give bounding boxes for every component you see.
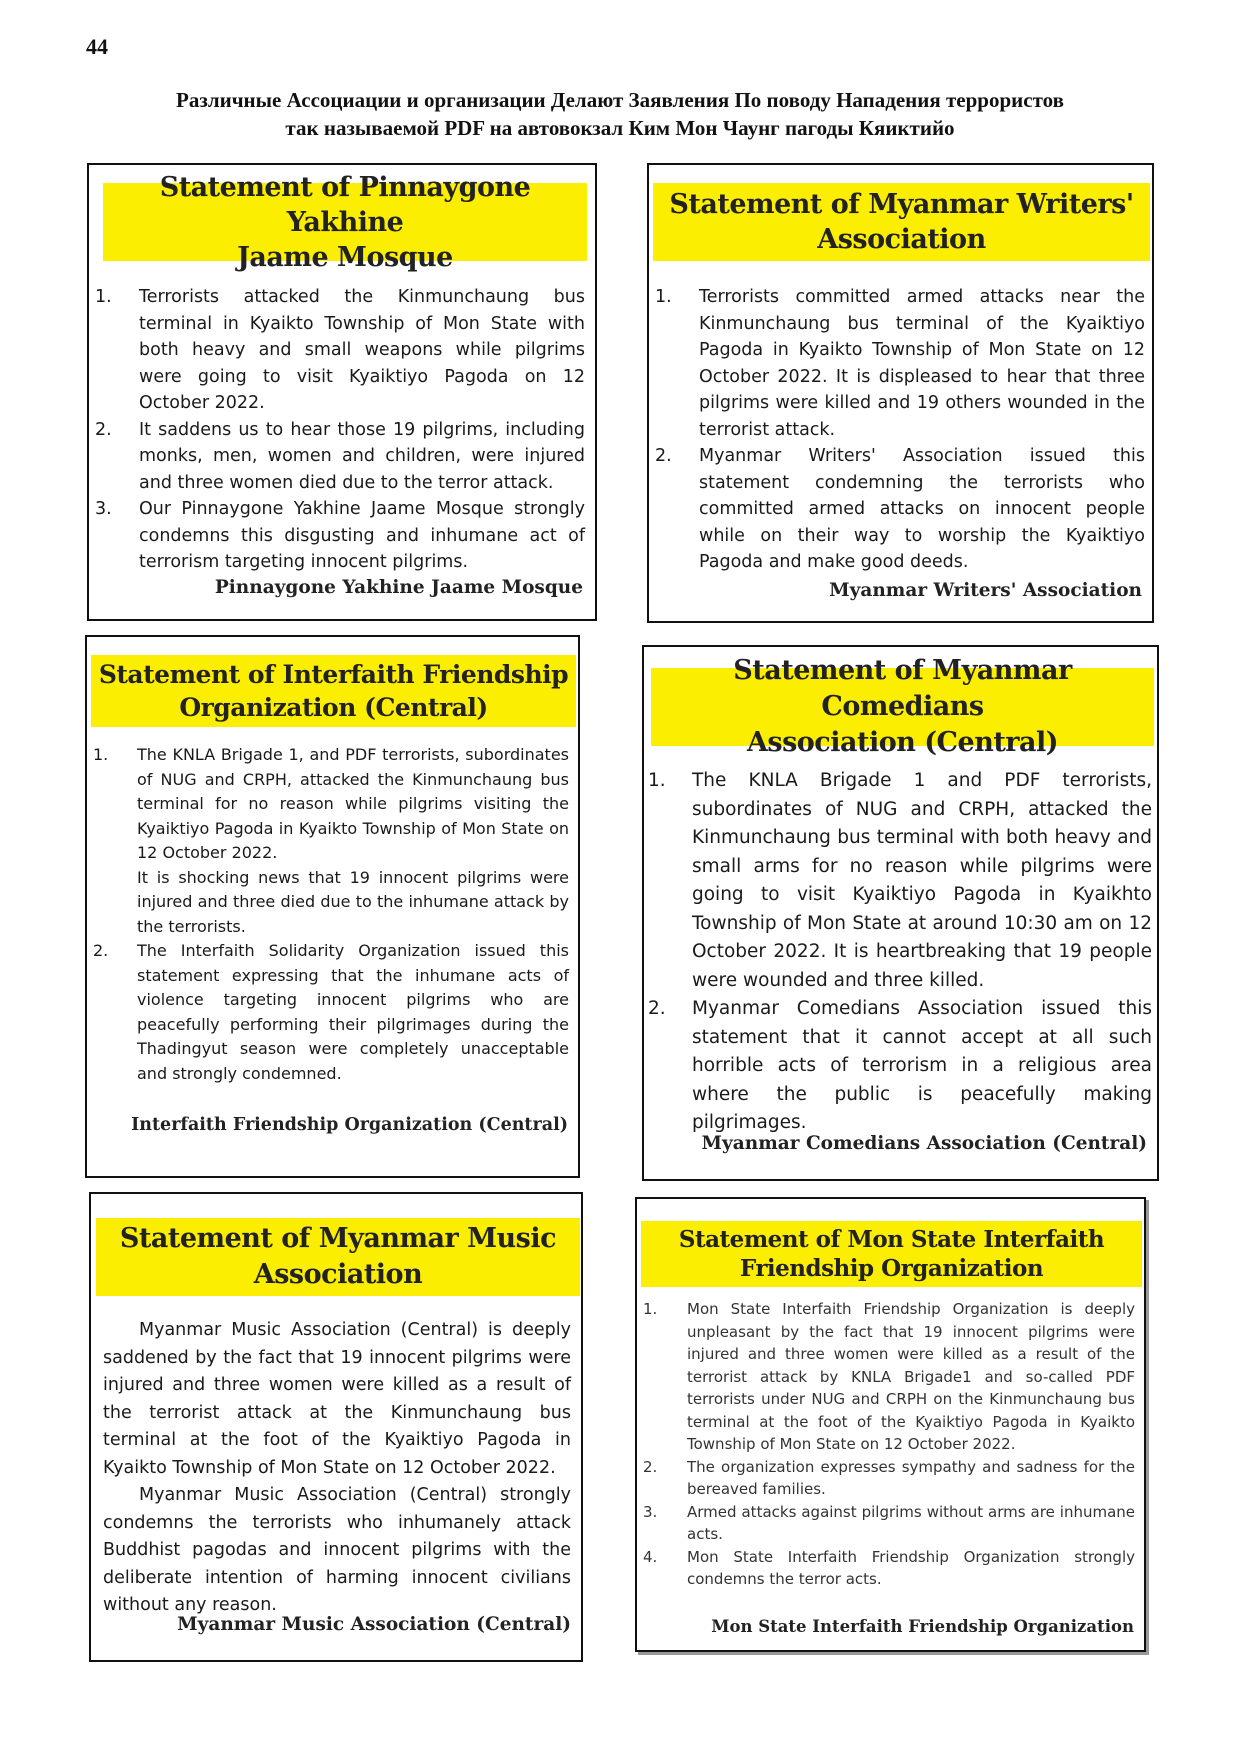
list-item: 3. Armed attacks against pilgrims without arms are inhumane acts. [643, 1502, 1135, 1543]
statement-box-monstate [635, 1197, 1146, 1652]
statement-signature-music: Myanmar Music Association (Central) [177, 1614, 571, 1635]
list-item: 2. The organization expresses sympathy and sadness for the bereaved families. [643, 1457, 1135, 1498]
statement-signature-comedians: Myanmar Comedians Association (Central) [701, 1133, 1147, 1154]
statement-title-monstate: Statement of Mon State Interfaith Friendship Organization [641, 1221, 1142, 1287]
statement-signature-writers: Myanmar Writers' Association [829, 580, 1142, 601]
list-item: 2. The Interfaith Solidarity Organization issued this statement expressing that the inhumane acts of violence targeting innocent pilgrims who are peacefully performing their pilgrimages during the Thadingyut season were completely unacceptable and strongly condemned. [93, 941, 569, 1083]
list-item: 2. Myanmar Comedians Association issued this statement that it cannot accept at all such horrible acts of terrorism in a religious area where the public is peacefully making pilgrimages. [648, 998, 1152, 1133]
list-item: 3. Our Pinnaygone Yakhine Jaame Mosque strongly condemns this disgusting and inhumane act of terrorism targeting innocent pilgrims. [95, 499, 585, 572]
list-item: 2. It saddens us to hear those 19 pilgrims, including monks, men, women and children, were injured and three women died due to the terror attack. [95, 419, 585, 493]
statement-list-monstate [643, 1298, 1135, 1591]
statement-list-comedians [648, 767, 1152, 1138]
statement-signature-interfaith: Interfaith Friendship Organization (Central) [131, 1115, 568, 1135]
statement-paragraph-music-1: Myanmar Music Association (Central) is deeply saddened by the fact that 19 innocent pilgrims were injured and three women were killed as a result of the terrorist attack at the Kinmunchaung bus terminal at the foot of the Kyaiktiyo Pagoda in Kyaikto Township of Mon State on 12 October 2022. [103, 1320, 571, 1478]
page-number: 44 [86, 34, 108, 59]
page-heading-line2: так называемой PDF на автовокзал Ким Мон Чаунг пагоды Кяиктийо [285, 116, 955, 140]
statement-box-comedians [642, 645, 1159, 1181]
list-item: 2. Myanmar Writers' Association issued this statement condemning the terrorists who committed armed attacks on innocent people while on their way to worship the Kyaiktiyo Pagoda and make good deeds. [655, 446, 1145, 572]
list-item: 1. Terrorists attacked the Kinmunchaung bus terminal in Kyaikto Township of Mon State with both heavy and small weapons while pilgrims were going to visit Kyaiktiyo Pagoda on 12 October 2022. [95, 287, 585, 413]
statement-paragraph-music-2: Myanmar Music Association (Central) strongly condemns the terrorists who inhumanely attack Buddhist pagodas and innocent pilgrims with the deliberate intention of harming innocent civilians without any reason. [103, 1485, 571, 1615]
list-item: 1. The KNLA Brigade 1 and PDF terrorists, subordinates of NUG and CRPH, attacked the Kinmunchaung bus terminal with both heavy and small arms for no reason while pilgrims were going to visit Kyaiktiyo Pagoda in Kyaikhto Township of Mon State at around 10:30 am on 12 October 2022. It is heartbreaking that 19 people were wounded and three killed. [648, 770, 1152, 991]
list-item: 4. Mon State Interfaith Friendship Organization strongly condemns the terror acts. [643, 1547, 1135, 1588]
page-heading-line1: Различные Ассоциации и организации Делают Заявления По поводу Нападения террористов [176, 88, 1064, 112]
statement-box-interfaith [85, 635, 580, 1178]
list-item: 1. Mon State Interfaith Friendship Organization is deeply unpleasant by the fact that 19 innocent pilgrims were injured and three women were killed as a result of the terrorist attack by KNLA Brigade1 and so-called PDF terrorists under NUG and CRPH on the Kinmunchaung bus terminal at the foot of the Kyaiktiyo Pagoda in Kyaikto Township of Mon State on 12 October 2022. [643, 1300, 1135, 1453]
statement-signature-mosque: Pinnaygone Yakhine Jaame Mosque [214, 577, 583, 598]
statement-title-comedians: Statement of Myanmar Comedians Association (Central) [651, 668, 1154, 746]
statement-box-writers [647, 163, 1154, 623]
statement-box-music [89, 1192, 583, 1662]
statement-list-mosque [95, 284, 585, 576]
statement-title-interfaith: Statement of Interfaith Friendship Organization (Central) [91, 655, 576, 727]
list-item: 1. Terrorists committed armed attacks near the Kinmunchaung bus terminal of the Kyaiktiyo Pagoda in Kyaikto Township of Mon State on 12 October 2022. It is displeased to hear that three pilgrims were killed and 19 others wounded in the terrorist attack. [655, 287, 1145, 440]
list-item: 1. The KNLA Brigade 1, and PDF terrorists, subordinates of NUG and CRPH, attacked the Kinmunchaung bus terminal for no reason while pilgrims visiting the Kyaiktiyo Pagoda in Kyaikto Township of Mon State on 12 October 2022. It is shocking news that 19 innocent pilgrims were injured and three died due to the inhumane attack by the terrorists. [93, 745, 569, 936]
statement-box-mosque [87, 163, 597, 621]
statement-title-mosque: Statement of Pinnaygone Yakhine Jaame Mosque [103, 183, 587, 261]
statement-list-writers [655, 284, 1145, 576]
statement-title-music: Statement of Myanmar Music Association [96, 1218, 580, 1296]
statement-title-writers: Statement of Myanmar Writers' Association [653, 183, 1150, 261]
statement-signature-monstate: Mon State Interfaith Friendship Organization [711, 1617, 1134, 1636]
page-heading [70, 86, 1170, 142]
statement-list-interfaith [93, 743, 569, 1086]
